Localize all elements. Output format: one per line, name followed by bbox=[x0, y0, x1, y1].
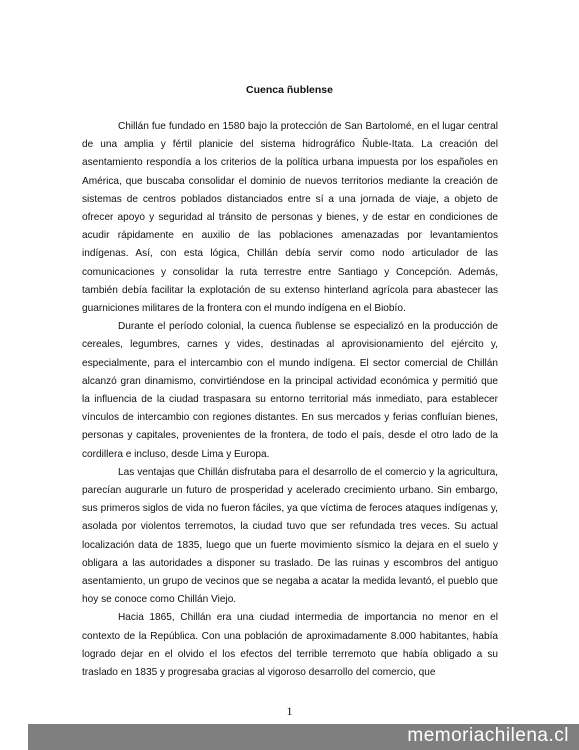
document-body bbox=[82, 118, 498, 682]
watermark-text[interactable]: memoriachilena.cl bbox=[407, 725, 569, 746]
paragraph-1: Chillán fue fundado en 1580 bajo la protección de San Bartolomé, en el lugar central de una amplia y fértil planicie del sistema hidrográfico Ñuble-Itata. La creación del asentamiento respondía a los criterios de la política urbana impuesta por los españoles en América, que buscaba consolidar el dominio de nuevos territorios mediante la creación de sistemas de centros poblados distanciados entre sí a una jornada de viaje, a objeto de ofrecer apoyo y seguridad al tránsito de personas y bienes, y de estar en condiciones de acudir rápidamente en auxilio de las poblaciones amenazadas por levantamientos indígenas. Así, con esta lógica, Chillán debía servir como nodo articulador de las comunicaciones y consolidar la ruta terrestre entre Santiago y Concepción. Además, también debía facilitar la explotación de su extenso hinterland agrícola para abastecer las guarniciones militares de la frontera con el mundo indígena en el Biobío. bbox=[82, 121, 498, 315]
watermark-bar bbox=[28, 724, 579, 750]
paragraph-4: Hacia 1865, Chillán era una ciudad intermedia de importancia no menor en el contexto de la República. Con una población de aproximadamente 8.000 habitantes, había logrado dejar en el olvido el los efectos del terrible terremoto que había obligado a su traslado en 1835 y progresaba gracias al vigoroso desarrollo del comercio, que bbox=[82, 612, 498, 679]
paragraph-2: Durante el período colonial, la cuenca ñublense se especializó en la producción de cereales, legumbres, carnes y vides, destinadas al aprovisionamiento del ejército y, especialmente, para el intercambio con el mundo indígena. El sector comercial de Chillán alcanzó gran dinamismo, convirtiéndose en la principal actividad económica y permitió que la influencia de la ciudad traspasara su entorno territorial más inmediato, para establecer vínculos de intercambio con regiones distantes. En sus mercados y ferias confluían bienes, personas y capitales, provenientes de la frontera, de todo el país, desde el otro lado de la cordillera e incluso, desde Lima y Europa. bbox=[82, 321, 498, 460]
document-title: Cuenca ñublense bbox=[246, 84, 333, 96]
paragraph-3: Las ventajas que Chillán disfrutaba para el desarrollo de el comercio y la agricultura, parecían augurarle un futuro de prosperidad y acelerado crecimiento urbano. Sin embargo, sus primeros siglos de vida no fueron fáciles, ya que víctima de feroces ataques indígenas y, asolada por violentos terremotos, la ciudad tuvo que ser refundada tres veces. Su actual localización data de 1835, luego que un fuerte movimiento sísmico la dejara en el suelo y obligara a las autoridades a disponer su traslado. De las ruinas y escombros del antiguo asentamiento, un grupo de vecinos que se negaba a acatar la medida levantó, el pueblo que hoy se conoce como Chillán Viejo. bbox=[82, 466, 498, 606]
page-number: 1 bbox=[286, 704, 293, 718]
